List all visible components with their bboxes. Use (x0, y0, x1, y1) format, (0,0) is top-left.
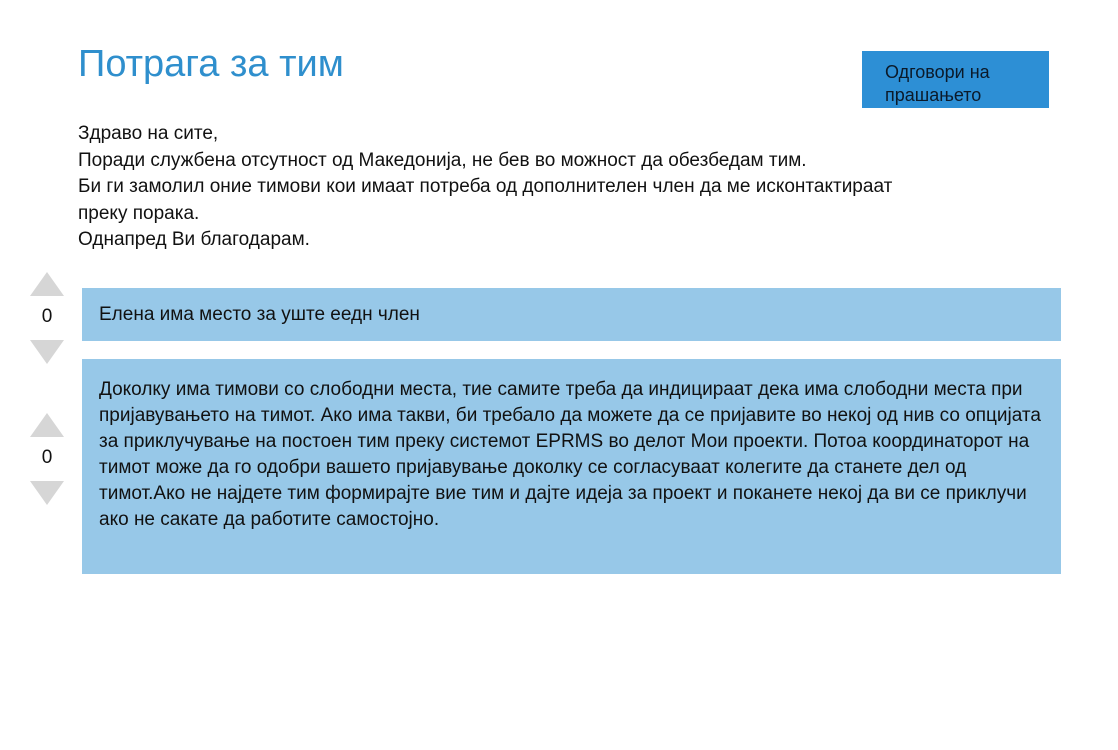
question-line: Однапред Ви благодарам. (78, 229, 310, 250)
downvote-arrow-icon[interactable] (30, 340, 64, 364)
answer-text: Доколку има тимови со слободни места, тие самите треба да индицираат дека има слободни места при пријавувањето на тимот. Ако има такви, би требало да можете да се пријавите во некој од нив со опцијата за приклучување на постоен тим преку системот EPRMS во делот Мои проекти. Потоа координаторот на тимот може да го одобри вашето пријавување доколку се согласуваат колегите да станете дел од тимот.Ако не најдете тим формирајте вие тим и дајте идеја за проект и поканете некој да ви се приклучи ако не сакате да работите самостојно. (99, 379, 1041, 530)
answer-text: Елена има место за уште еедн член (99, 304, 420, 325)
vote-count: 0 (41, 447, 53, 468)
upvote-arrow-icon[interactable] (30, 272, 64, 296)
question-line: Здраво на сите, (78, 123, 219, 144)
downvote-arrow-icon[interactable] (30, 481, 64, 505)
question-line: Би ги замолил оние тимови кои имаат потреба од дополнителен член да ме исконтактираат преку порака. (78, 176, 893, 224)
question-line: Поради службена отсутност од Македонија, не бев во можност да обезбедам тим. (78, 149, 807, 171)
question-body (78, 121, 1008, 254)
vote-widget (30, 413, 64, 505)
answer-item (82, 288, 1061, 341)
answer-question-button[interactable]: Одговори на прашањето (862, 51, 1049, 108)
vote-count: 0 (41, 306, 53, 327)
question-title: Потрага за тим (78, 43, 344, 85)
upvote-arrow-icon[interactable] (30, 413, 64, 437)
answer-item (82, 359, 1061, 574)
vote-widget (30, 272, 64, 364)
